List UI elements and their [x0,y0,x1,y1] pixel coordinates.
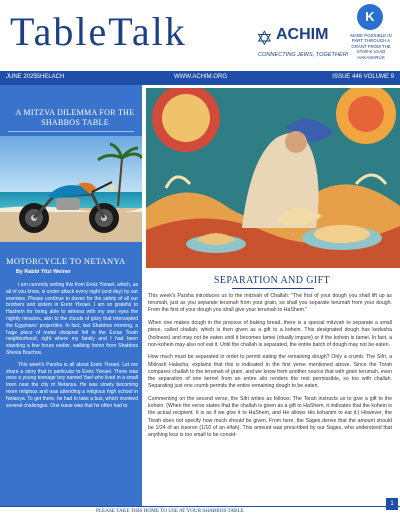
issue-volume: ISSUE 446 VOLUME 9 [332,74,394,80]
article-paragraph: Commenting on the second verse, the Sifri writes as follows: The Torah instructs us to give a gift to the kohein. (When the verse states that the challah is given as a gift to HaShem, it indicates that the kohein is the actual recipient. It is as if we give it to HaShem, and He allows His kohanim to eat it.) However, the Torah does not specify how much should be given. From here, the Sages derive that the amount should be 1/24 of an issoron (1/10 of an eifah). This amount was prescribed by our Sages, who understood that anything less is too small to be consid- [148,395,392,438]
motorcycle-photo [0,136,142,242]
website-link[interactable]: WWW.ACHIM.ORG [174,74,227,80]
footer [0,506,400,517]
section-kicker: A MITZVA DILEMMA FOR THE SHABBOS TABLE [15,108,135,127]
kicker-box [4,108,138,130]
logo-tagline: CONNECTING JEWS, TOGETHER! [258,52,349,58]
motorcycle-story-paragraph: This week's Parsha is all about Eretz Yisrael. Let me share a story that is particular to Eretz Yisrael. There was once a young teenage boy named Yael who lived in a small town near the city of Netanya. He was slowly becoming more religious and was attending a religious high school in Netanya. To get there, he had to take a bus, which involved several challenges. One issue was that he often had to [6,361,138,409]
parsha-name: SHELACH [36,74,65,80]
article-paragraph: This week's Parsha introduces us to the mitzvah of Challah: "The first of your dough you shall lift up as terumah, just as you separate terumah from your grain, so shall you separate terumah from your dough. From the first of your dough you shall give your terumah to HaShem." [148,293,392,314]
article-paragraph: How much must be separated in order to permit eating the remaining dough? Only a crumb. The Sifri, a Midrash Halacha, explains that this is indicated in the first verse mentioned above. Since the Torah compares challah to the terumah of grain, and we know from another source that with grain terumah, even the separation of one kernel from an entire silo renders the rest permissible, so too with challah. Separating just one crumb permits the entire remaining dough to be eaten. [148,354,392,390]
star-of-david-icon: ✡ [256,26,273,50]
grant-note: MADE POSSIBLE IN PART THROUGH A GRANT FROM THE STAR-K VAAD HAKASHRUS [350,33,392,60]
newsletter-title: TableTalk [10,9,187,54]
logo-name: ACHIM [276,26,329,43]
page-number: 1 [386,498,398,510]
article-title: SEPARATION AND GIFT [213,275,331,286]
motorcycle-story-title: MOTORCYCLE TO NETANYA [6,256,126,266]
footer-divider [0,506,400,507]
issue-date: JUNE 2025 [6,74,37,80]
motorcycle-story-author: By Rabbi Yitzi Weiner [16,269,72,275]
achim-logo [256,22,348,64]
star-k-badge: K [357,4,383,30]
article-title-divider [232,288,314,289]
motorcycle-story-paragraph: I am currently writing this from Eretz Yisrael, which, as all of you know, is under attack every night (and day) by our enemies. Please continue to daven for the safety of all our brothers and sisters in Eretz Yisrael. I am so grateful to Hashem for being able to witness with my own eyes the nightly miracles, akin to the clouds of glory that intercepted the Egyptians' projectiles. In fact, last Shabbos morning, a huge piece of metal shrapnel fell in the Ezras Torah neighborhood, right where my family and I had been standing a few hours earlier, walking home from Shabbos Shevia Brachos. [6,282,138,356]
article-body [148,293,392,445]
footer-note: PLEASE TAKE THIS HOME TO USE AT YOUR SHABBOS TABLE [96,508,244,514]
challah-artwork [146,88,400,268]
article-paragraph: When one makes dough in the process of baking bread, there is a special mitzvah to separate a small piece, called challah, which is then given as a gift to a kohein. This designated dough has kedusha (holiness) and may not be eaten until it becomes tamei (ritually impure) or if the kohein is tamei. In fact, a non-kohein may also not eat it. Until the challah is separated, the entire batch of dough may not be eaten. [148,320,392,348]
kicker-divider [8,131,134,132]
info-bar [0,71,400,85]
motorcycle-story-body [6,282,138,414]
